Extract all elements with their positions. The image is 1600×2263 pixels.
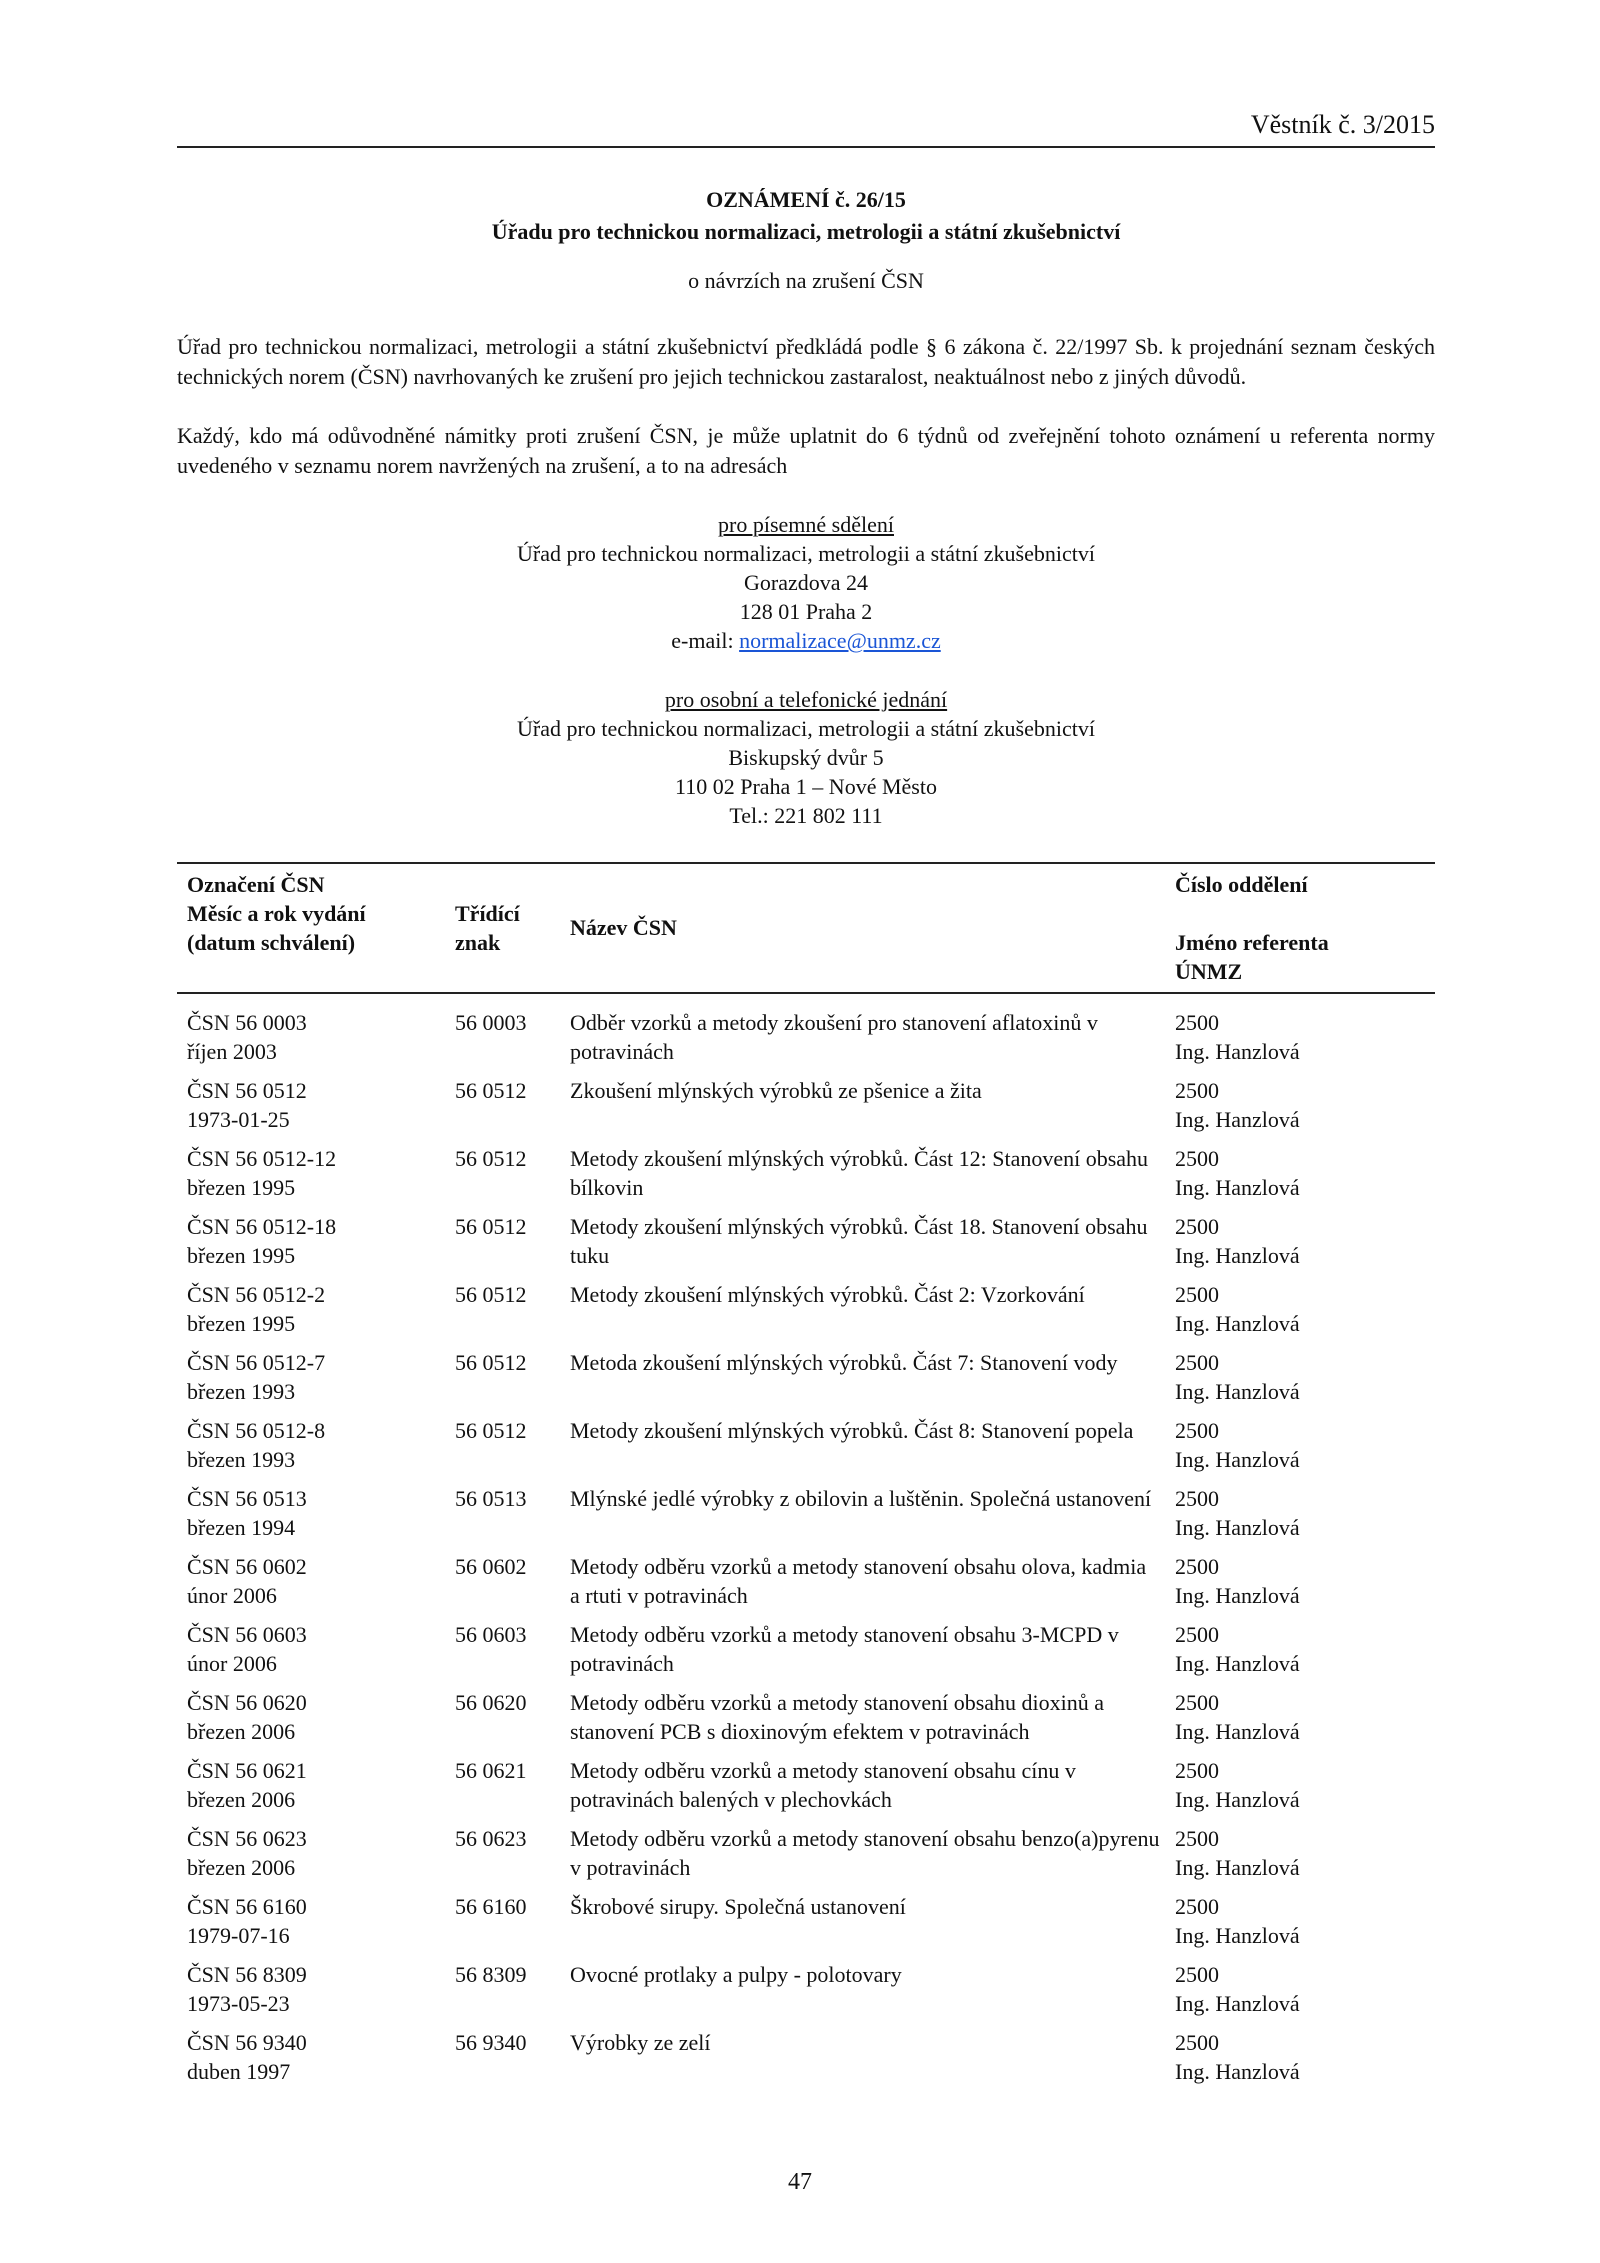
class-code-cell [455,1620,565,1649]
csn-cell [187,1892,447,1950]
class-code-cell-text: 56 0512 [455,1214,527,1239]
csn-cell-text: 1973-05-23 [187,1991,290,2016]
header-dept-number: Číslo oddělení [1175,872,1308,897]
referent-cell [1175,1144,1425,1202]
class-code-cell-text: 56 0512 [455,1146,527,1171]
referent-cell-text: 2500 [1175,1214,1219,1239]
header-month-year: Měsíc a rok vydání [187,901,366,926]
referent-cell-text: 2500 [1175,1622,1219,1647]
csn-cell [187,1484,447,1542]
class-code-cell [455,1144,565,1173]
class-code-cell [455,1824,565,1853]
csn-cell [187,2028,447,2086]
csn-cell [187,1824,447,1882]
csn-cell-text: ČSN 56 8309 [187,1962,307,1987]
referent-cell [1175,1552,1425,1610]
standard-name-cell-text: Metody zkoušení mlýnských výrobků. Část 8: Stanovení popela [570,1418,1134,1443]
class-code-cell [455,1416,565,1445]
standard-name-cell [570,1892,1160,1921]
referent-cell [1175,1416,1425,1474]
title-line-2: Úřadu pro technickou normalizaci, metrologii a státní zkušebnictví [491,219,1121,244]
table-row [177,1960,1435,2028]
class-code-cell [455,1484,565,1513]
header-name: Název ČSN [570,915,677,940]
address-written-street: Gorazdova 24 [743,570,868,595]
standard-name-cell [570,1212,1160,1270]
csn-cell-text: březen 1993 [187,1447,296,1472]
class-code-cell-text: 56 0512 [455,1282,527,1307]
paragraph-objections: Každý, kdo má odůvodněné námitky proti zrušení ČSN, je může uplatnit do 6 týdnů od zveřejnění tohoto oznámení u referenta normy uvedeného v seznamu norem navržených na zrušení, a to na adresách [177,423,1435,478]
csn-cell-text: ČSN 56 0512-7 [187,1350,326,1375]
class-code-cell [455,1212,565,1241]
csn-cell-text: březen 2006 [187,1787,296,1812]
standard-name-cell [570,1008,1160,1066]
page-number: 47 [788,2169,812,2195]
announcement-title [177,184,1435,248]
class-code-cell-text: 56 0512 [455,1350,527,1375]
referent-cell-text: Ing. Hanzlová [1175,1447,1300,1472]
class-code-cell-text: 56 0003 [455,1010,527,1035]
class-code-cell-text: 56 0602 [455,1554,527,1579]
csn-cell [187,1688,447,1746]
csn-cell-text: ČSN 56 0513 [187,1486,307,1511]
csn-cell-text: říjen 2003 [187,1039,277,1064]
class-code-cell-text: 56 9340 [455,2030,527,2055]
referent-cell-text: Ing. Hanzlová [1175,1719,1300,1744]
address-written-email-line [177,626,1435,655]
table-row [177,1280,1435,1348]
referent-cell-text: Ing. Hanzlová [1175,1583,1300,1608]
csn-cell-text: ČSN 56 0512-18 [187,1214,337,1239]
standards-table [177,862,1435,2096]
announcement-subject: o návrzích na zrušení ČSN [688,268,924,293]
header-unmz: ÚNMZ [1175,959,1243,984]
standard-name-cell [570,1552,1160,1610]
csn-cell [187,1144,447,1202]
referent-cell-text: Ing. Hanzlová [1175,1379,1300,1404]
referent-cell [1175,1008,1425,1066]
address-written-city: 128 01 Praha 2 [739,599,873,624]
referent-cell-text: Ing. Hanzlová [1175,1515,1300,1540]
class-code-cell-text: 56 6160 [455,1894,527,1919]
csn-cell [187,1960,447,2018]
standard-name-cell [570,1484,1160,1513]
class-code-cell-text: 56 0513 [455,1486,527,1511]
standard-name-cell-text: Odběr vzorků a metody zkoušení pro stanovení aflatoxinů v potravinách [570,1010,1098,1064]
table-row [177,1008,1435,1076]
standard-name-cell-text: Mlýnské jedlé výrobky z obilovin a luštěnin. Společná ustanovení [570,1486,1152,1511]
table-row [177,1756,1435,1824]
referent-cell [1175,1960,1425,2018]
referent-cell-text: Ing. Hanzlová [1175,1311,1300,1336]
referent-cell-text: 2500 [1175,1554,1219,1579]
csn-cell-text: březen 2006 [187,1719,296,1744]
standard-name-cell [570,2028,1160,2057]
csn-cell-text: ČSN 56 0603 [187,1622,307,1647]
referent-cell-text: Ing. Hanzlová [1175,1787,1300,1812]
csn-cell-text: ČSN 56 0602 [187,1554,307,1579]
referent-cell-text: 2500 [1175,1758,1219,1783]
standard-name-cell [570,1756,1160,1814]
standard-name-cell-text: Metody odběru vzorků a metody stanovení obsahu cínu v potravinách balených v plechovkách [570,1758,1076,1812]
referent-cell-text: 2500 [1175,1486,1219,1511]
paragraph-intro: Úřad pro technickou normalizaci, metrologii a státní zkušebnictví předkládá podle § 6 zákona č. 22/1997 Sb. k projednání seznam českých technických norem (ČSN) navrhovaných ke zrušení pro jejich technickou zastaralost, neaktuálnost nebo z jiných důvodů. [177,334,1435,389]
referent-cell [1175,1756,1425,1814]
header-csn-label: Označení ČSN [187,872,325,897]
standard-name-cell-text: Škrobové sirupy. Společná ustanovení [570,1894,906,1919]
referent-cell [1175,1688,1425,1746]
csn-cell-text: ČSN 56 0512-12 [187,1146,337,1171]
referent-cell-text: 2500 [1175,2030,1219,2055]
class-code-cell-text: 56 0512 [455,1078,527,1103]
csn-cell-text: ČSN 56 0003 [187,1010,307,1035]
table-row [177,1076,1435,1144]
csn-cell [187,1620,447,1678]
table-row [177,1620,1435,1688]
csn-cell-text: březen 2006 [187,1855,296,1880]
referent-cell [1175,1484,1425,1542]
referent-cell-text: 2500 [1175,1078,1219,1103]
class-code-cell-text: 56 8309 [455,1962,527,1987]
standard-name-cell [570,1824,1160,1882]
class-code-cell-text: 56 0603 [455,1622,527,1647]
table-body [177,994,1435,2096]
standard-name-cell [570,1688,1160,1746]
address-personal-city: 110 02 Praha 1 – Nové Město [675,774,937,799]
table-row [177,2028,1435,2096]
class-code-cell [455,1280,565,1309]
referent-cell-text: Ing. Hanzlová [1175,1175,1300,1200]
csn-cell-text: ČSN 56 9340 [187,2030,307,2055]
class-code-cell-text: 56 0512 [455,1418,527,1443]
csn-cell-text: únor 2006 [187,1583,277,1608]
csn-cell-text: březen 1995 [187,1311,296,1336]
csn-cell [187,1348,447,1406]
standard-name-cell-text: Metody odběru vzorků a metody stanovení obsahu olova, kadmia a rtuti v potravinách [570,1554,1147,1608]
csn-cell-text: ČSN 56 0620 [187,1690,307,1715]
standard-name-cell-text: Ovocné protlaky a pulpy - polotovary [570,1962,902,1987]
referent-cell [1175,2028,1425,2086]
referent-cell-text: Ing. Hanzlová [1175,1039,1300,1064]
class-code-cell-text: 56 0621 [455,1758,527,1783]
csn-cell-text: březen 1995 [187,1243,296,1268]
standard-name-cell [570,1960,1160,1989]
csn-cell-text: ČSN 56 0512-8 [187,1418,326,1443]
header-class-code-l2: znak [455,930,501,955]
class-code-cell [455,1076,565,1105]
header-class-code-l1: Třídící [455,901,520,926]
email-label: e-mail: [671,628,740,653]
csn-cell-text: 1973-01-25 [187,1107,290,1132]
class-code-cell [455,1008,565,1037]
table-row [177,1484,1435,1552]
address-personal [177,685,1435,830]
class-code-cell-text: 56 0620 [455,1690,527,1715]
csn-cell-text: březen 1994 [187,1515,296,1540]
header-rule [177,146,1435,148]
table-row [177,1212,1435,1280]
referent-cell [1175,1824,1425,1882]
csn-cell-text: březen 1995 [187,1175,296,1200]
address-personal-phone: Tel.: 221 802 111 [729,803,883,828]
address-personal-heading: pro osobní a telefonické jednání [664,687,948,712]
standard-name-cell [570,1076,1160,1105]
csn-cell [187,1416,447,1474]
address-personal-street: Biskupský dvůr 5 [728,745,884,770]
standard-name-cell [570,1620,1160,1678]
csn-cell-text: ČSN 56 0621 [187,1758,307,1783]
csn-cell [187,1212,447,1270]
standard-name-cell-text: Metody odběru vzorků a metody stanovení obsahu benzo(a)pyrenu v potravinách [570,1826,1160,1880]
referent-cell [1175,1212,1425,1270]
referent-cell-text: 2500 [1175,1894,1219,1919]
referent-cell-text: Ing. Hanzlová [1175,1243,1300,1268]
referent-cell-text: Ing. Hanzlová [1175,1651,1300,1676]
email-link[interactable]: normalizace@unmz.cz [739,628,941,653]
standard-name-cell [570,1348,1160,1377]
address-written-org: Úřad pro technickou normalizaci, metrologii a státní zkušebnictví [517,541,1095,566]
class-code-cell [455,1756,565,1785]
table-header [177,864,1435,992]
header-csn [187,870,447,957]
header-department [1175,870,1425,986]
csn-cell [187,1008,447,1066]
referent-cell [1175,1348,1425,1406]
class-code-cell [455,2028,565,2057]
referent-cell [1175,1076,1425,1134]
referent-cell-text: 2500 [1175,1418,1219,1443]
class-code-cell [455,1552,565,1581]
referent-cell-text: Ing. Hanzlová [1175,1107,1300,1132]
standard-name-cell-text: Metody odběru vzorků a metody stanovení obsahu 3-MCPD v potravinách [570,1622,1119,1676]
csn-cell-text: únor 2006 [187,1651,277,1676]
standard-name-cell-text: Metody zkoušení mlýnských výrobků. Část 12: Stanovení obsahu bílkovin [570,1146,1149,1200]
standard-name-cell-text: Metoda zkoušení mlýnských výrobků. Část 7: Stanovení vody [570,1350,1118,1375]
referent-cell-text: Ing. Hanzlová [1175,1923,1300,1948]
csn-cell-text: 1979-07-16 [187,1923,290,1948]
referent-cell-text: 2500 [1175,1690,1219,1715]
header-referent: Jméno referenta [1175,930,1329,955]
address-personal-org: Úřad pro technickou normalizaci, metrologii a státní zkušebnictví [517,716,1095,741]
referent-cell-text: Ing. Hanzlová [1175,1855,1300,1880]
referent-cell-text: Ing. Hanzlová [1175,2059,1300,2084]
referent-cell-text: 2500 [1175,1282,1219,1307]
standard-name-cell-text: Metody zkoušení mlýnských výrobků. Část 18. Stanovení obsahu tuku [570,1214,1148,1268]
csn-cell [187,1280,447,1338]
address-written [177,510,1435,655]
referent-cell [1175,1280,1425,1338]
referent-cell [1175,1620,1425,1678]
table-row [177,1688,1435,1756]
class-code-cell-text: 56 0623 [455,1826,527,1851]
csn-cell [187,1756,447,1814]
header-spacer [1175,899,1425,928]
csn-cell [187,1076,447,1134]
class-code-cell [455,1892,565,1921]
header-approval-date: (datum schválení) [187,930,356,955]
csn-cell-text: ČSN 56 0623 [187,1826,307,1851]
standard-name-cell-text: Metody odběru vzorků a metody stanovení obsahu dioxinů a stanovení PCB s dioxinovým efektem v potravinách [570,1690,1105,1744]
referent-cell-text: 2500 [1175,1826,1219,1851]
header-class-code [455,899,565,957]
referent-cell-text: Ing. Hanzlová [1175,1991,1300,2016]
table-row [177,1416,1435,1484]
journal-issue: Věstník č. 3/2015 [1250,110,1435,139]
standard-name-cell [570,1144,1160,1202]
csn-cell-text: duben 1997 [187,2059,291,2084]
csn-cell-text: březen 1993 [187,1379,296,1404]
standard-name-cell-text: Výrobky ze zelí [570,2030,711,2055]
standard-name-cell [570,1280,1160,1309]
referent-cell-text: 2500 [1175,1350,1219,1375]
standard-name-cell [570,1416,1160,1445]
table-row [177,1892,1435,1960]
csn-cell-text: ČSN 56 0512 [187,1078,307,1103]
csn-cell [187,1552,447,1610]
referent-cell-text: 2500 [1175,1010,1219,1035]
class-code-cell [455,1688,565,1717]
title-line-1: OZNÁMENÍ č. 26/15 [706,187,906,212]
address-written-heading: pro písemné sdělení [718,512,894,537]
csn-cell-text: ČSN 56 6160 [187,1894,307,1919]
table-row [177,1348,1435,1416]
csn-cell-text: ČSN 56 0512-2 [187,1282,326,1307]
table-row [177,1144,1435,1212]
class-code-cell [455,1348,565,1377]
referent-cell [1175,1892,1425,1950]
table-row [177,1552,1435,1620]
table-row [177,1824,1435,1892]
referent-cell-text: 2500 [1175,1146,1219,1171]
referent-cell-text: 2500 [1175,1962,1219,1987]
standard-name-cell-text: Metody zkoušení mlýnských výrobků. Část 2: Vzorkování [570,1282,1085,1307]
class-code-cell [455,1960,565,1989]
standard-name-cell-text: Zkoušení mlýnských výrobků ze pšenice a žita [570,1078,982,1103]
